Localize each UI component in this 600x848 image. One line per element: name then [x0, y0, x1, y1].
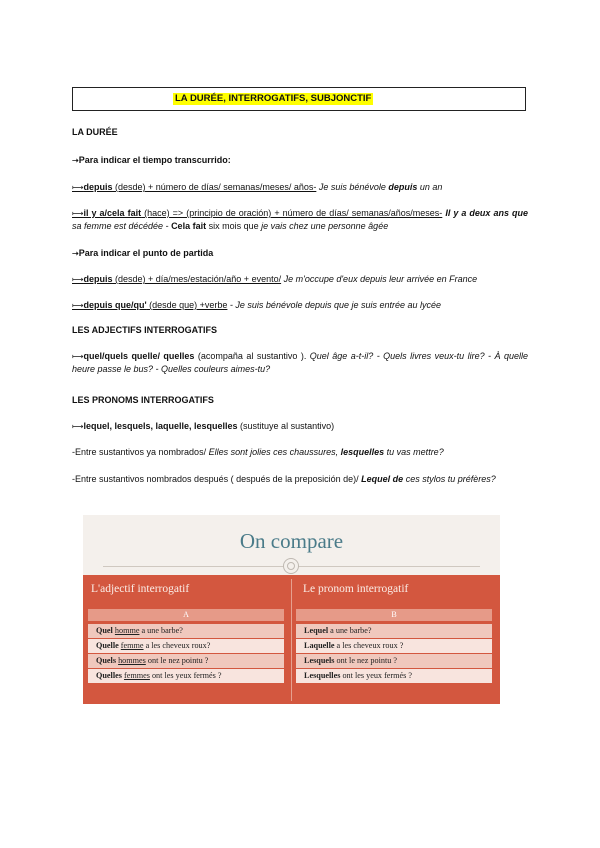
compare-title: On compare — [239, 529, 344, 553]
column-divider — [291, 579, 292, 701]
subheading-punto: ➝Para indicar el punto de partida — [72, 248, 214, 258]
subheading-tiempo: ➝Para indicar el tiempo transcurrido: — [72, 155, 231, 165]
right-row: Lequel a une barbe? — [296, 624, 492, 638]
rule-depuis: ⟼depuis (desde) + número de días/ semanas/meses/ años- Je suis bénévole depuis un an — [72, 182, 443, 192]
arrow-right-icon: ➝ — [72, 156, 79, 165]
right-row: Lesquels ont le nez pointu ? — [296, 654, 492, 668]
bar-arrow-icon: ⟼ — [72, 209, 84, 218]
right-column-heading: Le pronom interrogatif — [303, 583, 409, 595]
right-row: Laquelle a les cheveux roux ? — [296, 639, 492, 653]
arrow-right-icon: ➝ — [72, 249, 79, 258]
left-row: Quelles femmes ont les yeux fermés ? — [88, 669, 284, 683]
rule-il-y-a: ⟼il y a/cela fait (hace) => (principio de oración) + número de días/ semanas/años/meses- Il y a deux ans que sa femme est décédée - Cela fait six mois que je vais chez une personne âgée — [72, 208, 529, 231]
right-row: Lesquelles ont les yeux fermés ? — [296, 669, 492, 683]
rule-despues: -Entre sustantivos nombrados después ( después de la preposición de)/ Lequel de ces stylos tu préfères? — [72, 474, 496, 484]
left-row: Quels hommes ont le nez pointu ? — [88, 654, 284, 668]
left-row: Quel homme a une barbe? — [88, 624, 284, 638]
left-column-heading: L'adjectif interrogatif — [91, 583, 190, 595]
heading-pronoms: LES PRONOMS INTERROGATIFS — [72, 395, 214, 405]
bar-arrow-icon: ⟼ — [72, 183, 84, 192]
right-column-label: B — [296, 609, 492, 621]
rule-pronoms: ⟼lequel, lesquels, laquelle, lesquelles (sustituye al sustantivo) — [72, 421, 335, 431]
title-box — [72, 87, 526, 111]
left-row: Quelle femme a les cheveux roux? — [88, 639, 284, 653]
compare-panel — [83, 575, 500, 704]
bar-arrow-icon: ⟼ — [72, 352, 84, 361]
rule-adjectifs: ⟼quel/quels quelle/ quelles (acompaña al sustantivo ). Quel âge a-t-il? - Quels livres veux-tu lire? - À quelle heure passe le bus? - Quelles couleurs aimes-tu? — [72, 351, 528, 374]
rule-depuis-evento: ⟼depuis (desde) + día/mes/estación/año + evento/ Je m'occupe d'eux depuis leur arrivée en France — [72, 274, 478, 284]
rule-ya-nombrados: -Entre sustantivos ya nombrados/ Elles sont jolies ces chaussures, lesquelles tu vas mettre? — [72, 447, 444, 457]
bar-arrow-icon: ⟼ — [72, 275, 84, 284]
left-column-label: A — [88, 609, 284, 621]
rule-depuis-que: ⟼depuis que/qu' (desde que) +verbe - Je suis bénévole depuis que je suis entrée au lycée — [72, 300, 442, 310]
circle-ornament-icon — [283, 558, 299, 574]
bar-arrow-icon: ⟼ — [72, 422, 84, 431]
heading-adjectifs: LES ADJECTIFS INTERROGATIFS — [72, 325, 218, 335]
bar-arrow-icon: ⟼ — [72, 301, 84, 310]
document-title: LA DURÉE, INTERROGATIFS, SUBJONCTIF — [175, 93, 372, 104]
compare-image — [83, 515, 500, 704]
heading-duree: LA DURÉE — [72, 127, 118, 137]
